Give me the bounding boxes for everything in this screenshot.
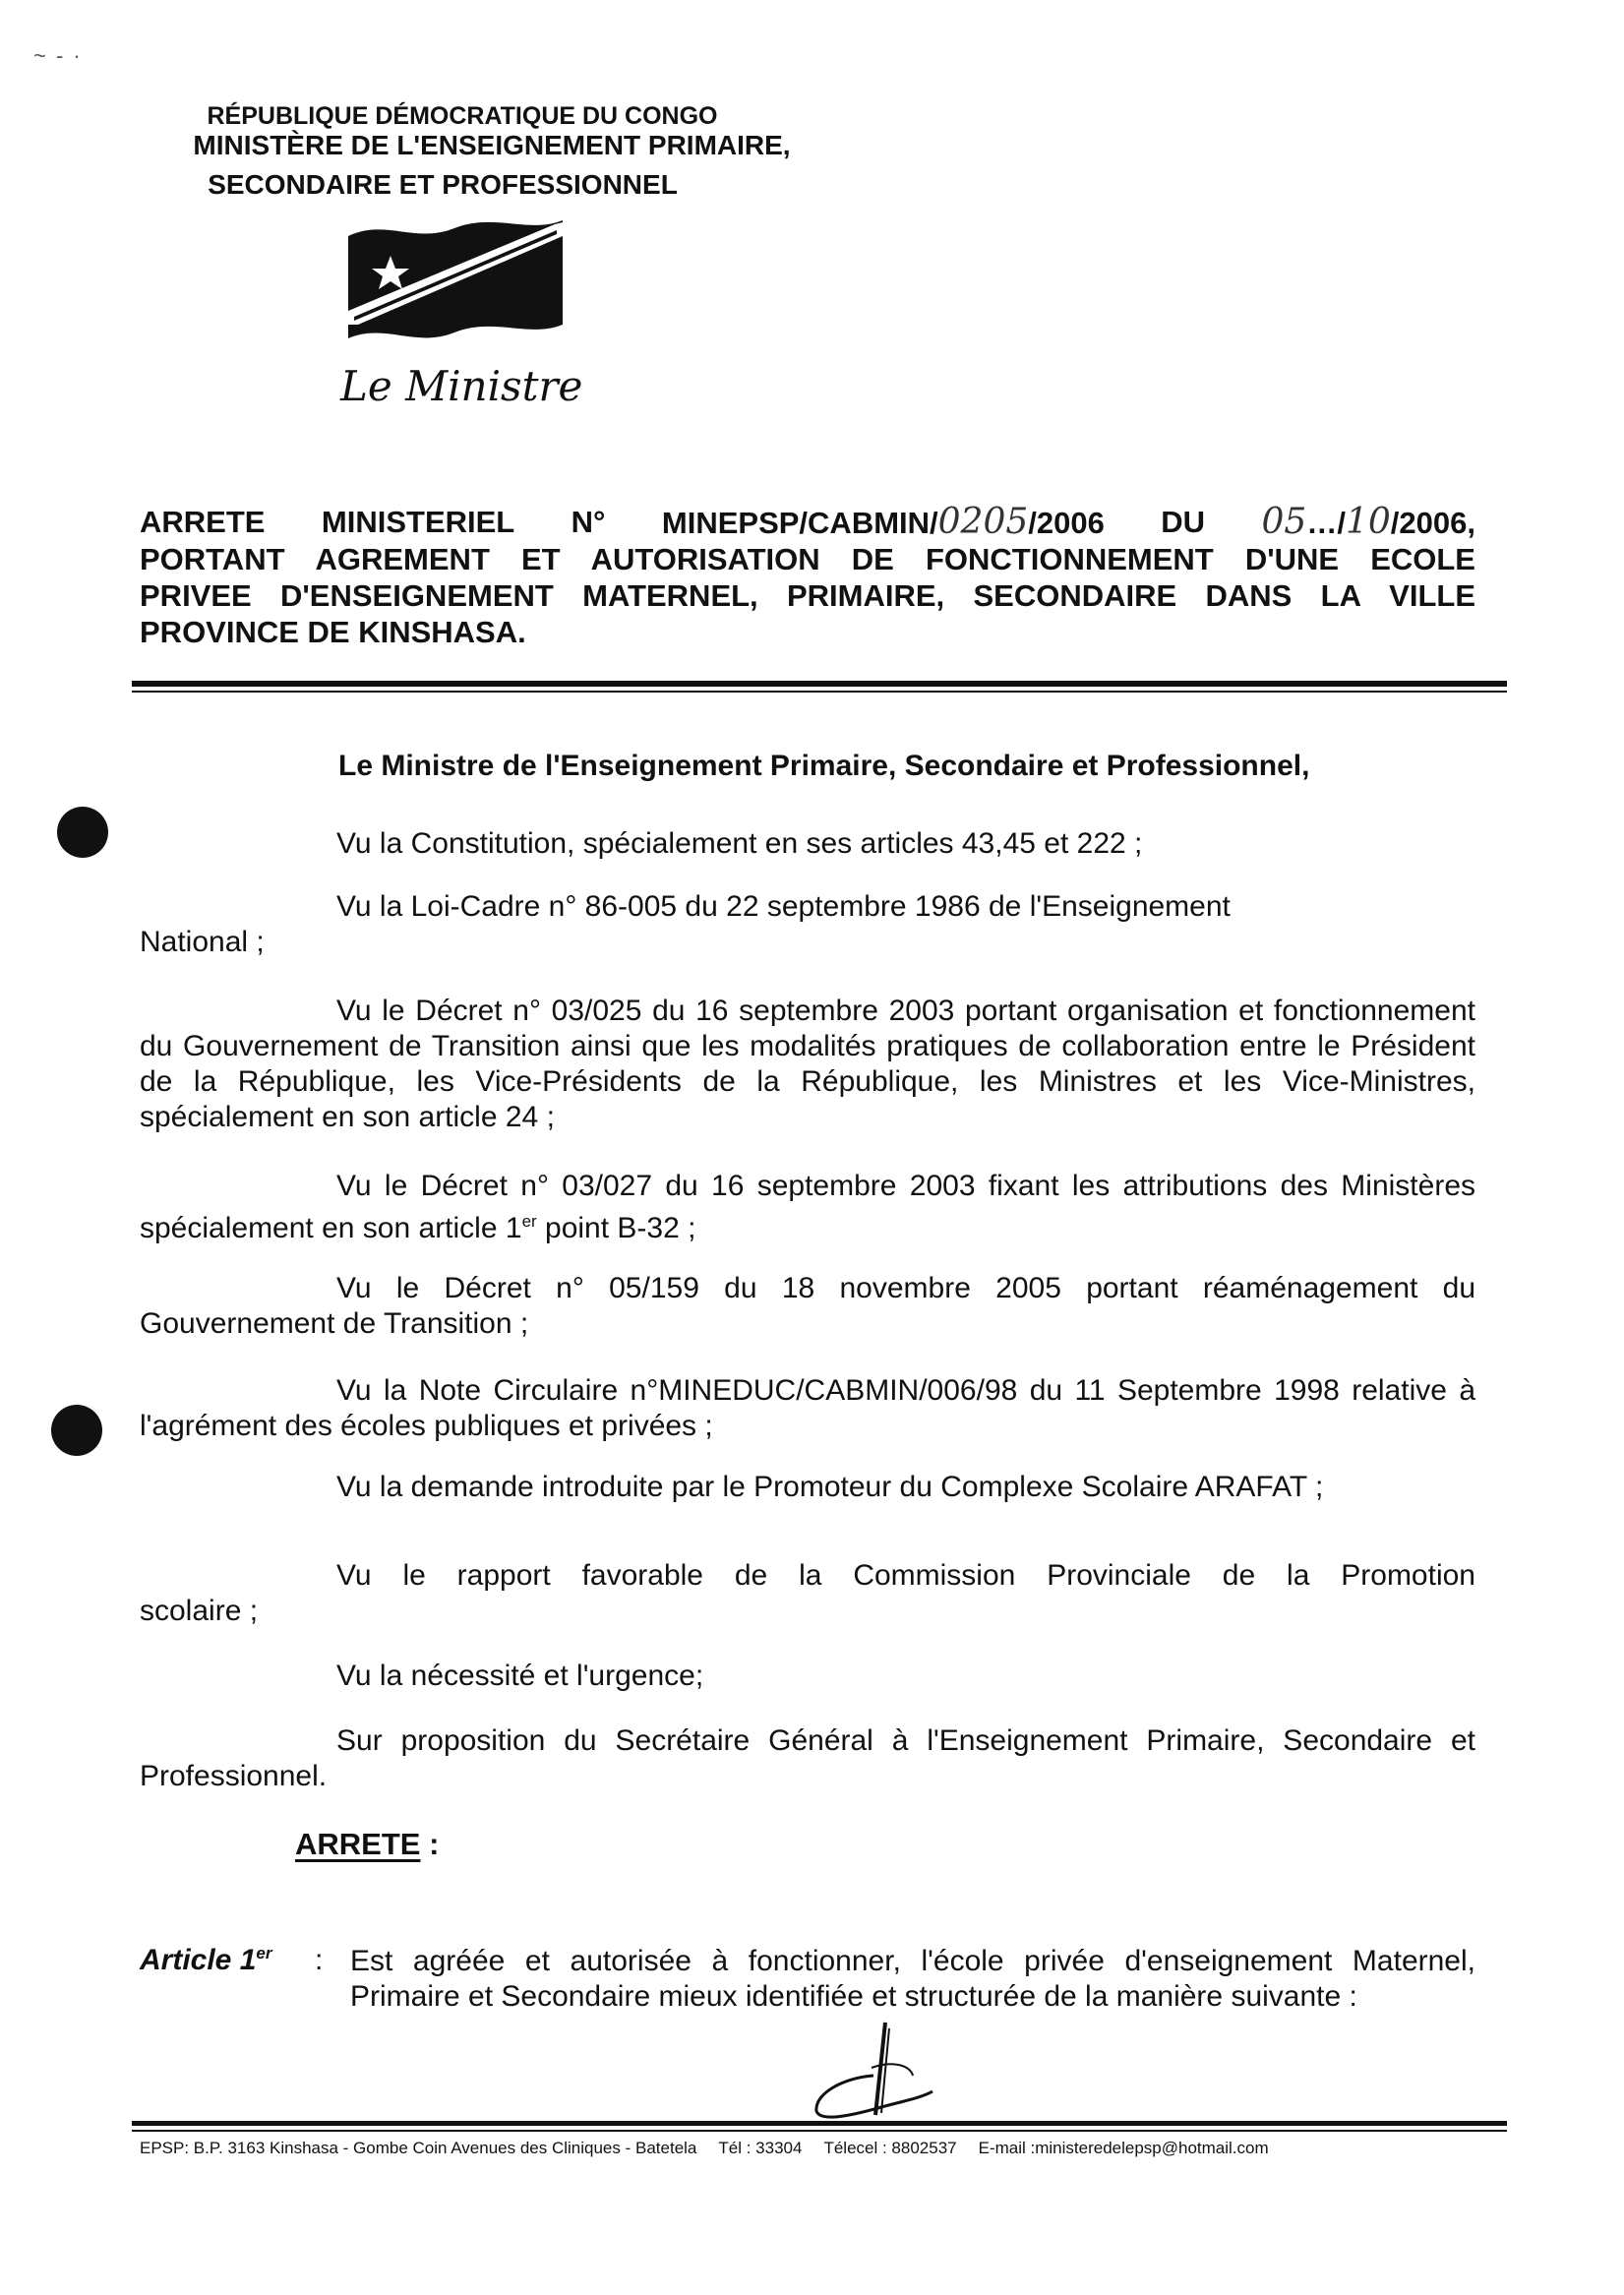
decree-title-line1 [140,504,1475,541]
consideration-necessite: Vu la nécessité et l'urgence; [336,1660,704,1692]
ministry-name-line1: MINISTÈRE DE L'ENSEIGNEMENT PRIMAIRE, [193,130,791,160]
footer-telecel: Télecel : 8802537 [823,2139,957,2157]
footer-divider-thin [132,2130,1507,2132]
punch-hole-mark [51,1405,102,1456]
title-word: MINISTERIEL [321,505,515,539]
drc-flag-emblem [346,214,565,340]
consideration-loi-cadre-cont: National ; [140,926,265,958]
consideration-constitution: Vu la Constitution, spécialement en ses articles 43,45 et 222 ; [336,827,1143,860]
signature-initials [795,2017,942,2125]
punch-hole-mark [57,807,108,858]
title-divider [132,681,1507,687]
consideration-loi-cadre: Vu la Loi-Cadre n° 86-005 du 22 septembre 1986 de l'Enseignement [336,890,1231,923]
footer-tel: Tél : 33304 [718,2139,803,2157]
consideration-decret-05-159: Vu le Décret n° 05/159 du 18 novembre 2005 portant réaménagement du Gouvernement de Transition ; [140,1272,1475,1340]
decree-date: 05…/10/2006, [1261,502,1475,542]
handwritten-date-day: 05 [1261,502,1307,542]
handwritten-ref-number: 0205 [937,502,1029,542]
footer-email: E-mail :ministeredelepsp@hotmail.com [978,2139,1269,2157]
decree-title-line2: PORTANT AGREMENT ET AUTORISATION DE FONCTIONNEMENT D'UNE ECOLE [140,542,1475,576]
article-1-colon: : [315,1944,324,1976]
consideration-rapport-cont: scolaire ; [140,1595,259,1627]
arrete-heading: ARRETE : [295,1827,440,1861]
handwritten-date-month: 10 [1345,502,1391,542]
minister-title: Le Ministre [340,362,583,410]
consideration-proposition: Sur proposition du Secrétaire Général à l'Enseignement Primaire, Secondaire et Professionnel. [140,1724,1475,1792]
decree-title-line4: PROVINCE DE KINSHASA. [140,615,526,649]
article-1-label: Article 1er [140,1944,272,1976]
minister-preamble: Le Ministre de l'Enseignement Primaire, Secondaire et Professionnel, [338,750,1310,782]
decree-title [140,504,1475,650]
consideration-rapport: Vu le rapport favorable de la Commission Provinciale de la Promotion [336,1559,1475,1592]
decree-reference: MINEPSP/CABMIN/0205/2006 [661,502,1105,542]
footer-address: EPSP: B.P. 3163 Kinshasa - Gombe Coin Avenues des Cliniques - Batetela [140,2139,697,2157]
footer-divider [132,2121,1507,2126]
title-divider-thin [132,691,1507,693]
consideration-decret-03-025: Vu le Décret n° 03/025 du 16 septembre 2003 portant organisation et fonctionnement du Gouvernement de Transition ainsi que les modalités pratiques de collaboration entre le Président de la République, les Vice-Présidents de la République, les Ministres et les Vice-Ministres, spécialement en son article 24 ; [140,995,1475,1133]
article-1-text: Est agréée et autorisée à fonctionner, l'école privée d'enseignement Maternel, Primaire et Secondaire mieux identifiée et structurée de la manière suivante : [350,1945,1475,2013]
decree-title-line3: PRIVEE D'ENSEIGNEMENT MATERNEL, PRIMAIRE, SECONDAIRE DANS LA VILLE [140,578,1475,613]
scan-artifact: ~ - · [33,43,83,68]
footer-contact [140,2139,1487,2158]
title-word: ARRETE [140,505,266,539]
consideration-note-circulaire: Vu la Note Circulaire n°MINEDUC/CABMIN/006/98 du 11 Septembre 1998 relative à l'agrément des écoles publiques et privées ; [140,1374,1475,1442]
ministry-name-line2: SECONDAIRE ET PROFESSIONNEL [208,169,678,200]
consideration-decret-03-027: Vu le Décret n° 03/027 du 16 septembre 2003 fixant les attributions des Ministères spécialement en son article 1er point B-32 ; [140,1170,1475,1244]
title-word: N° [571,505,606,539]
title-word: DU [1161,505,1206,539]
consideration-demande: Vu la demande introduite par le Promoteur du Complexe Scolaire ARAFAT ; [336,1471,1324,1503]
country-name: RÉPUBLIQUE DÉMOCRATIQUE DU CONGO [207,102,718,130]
